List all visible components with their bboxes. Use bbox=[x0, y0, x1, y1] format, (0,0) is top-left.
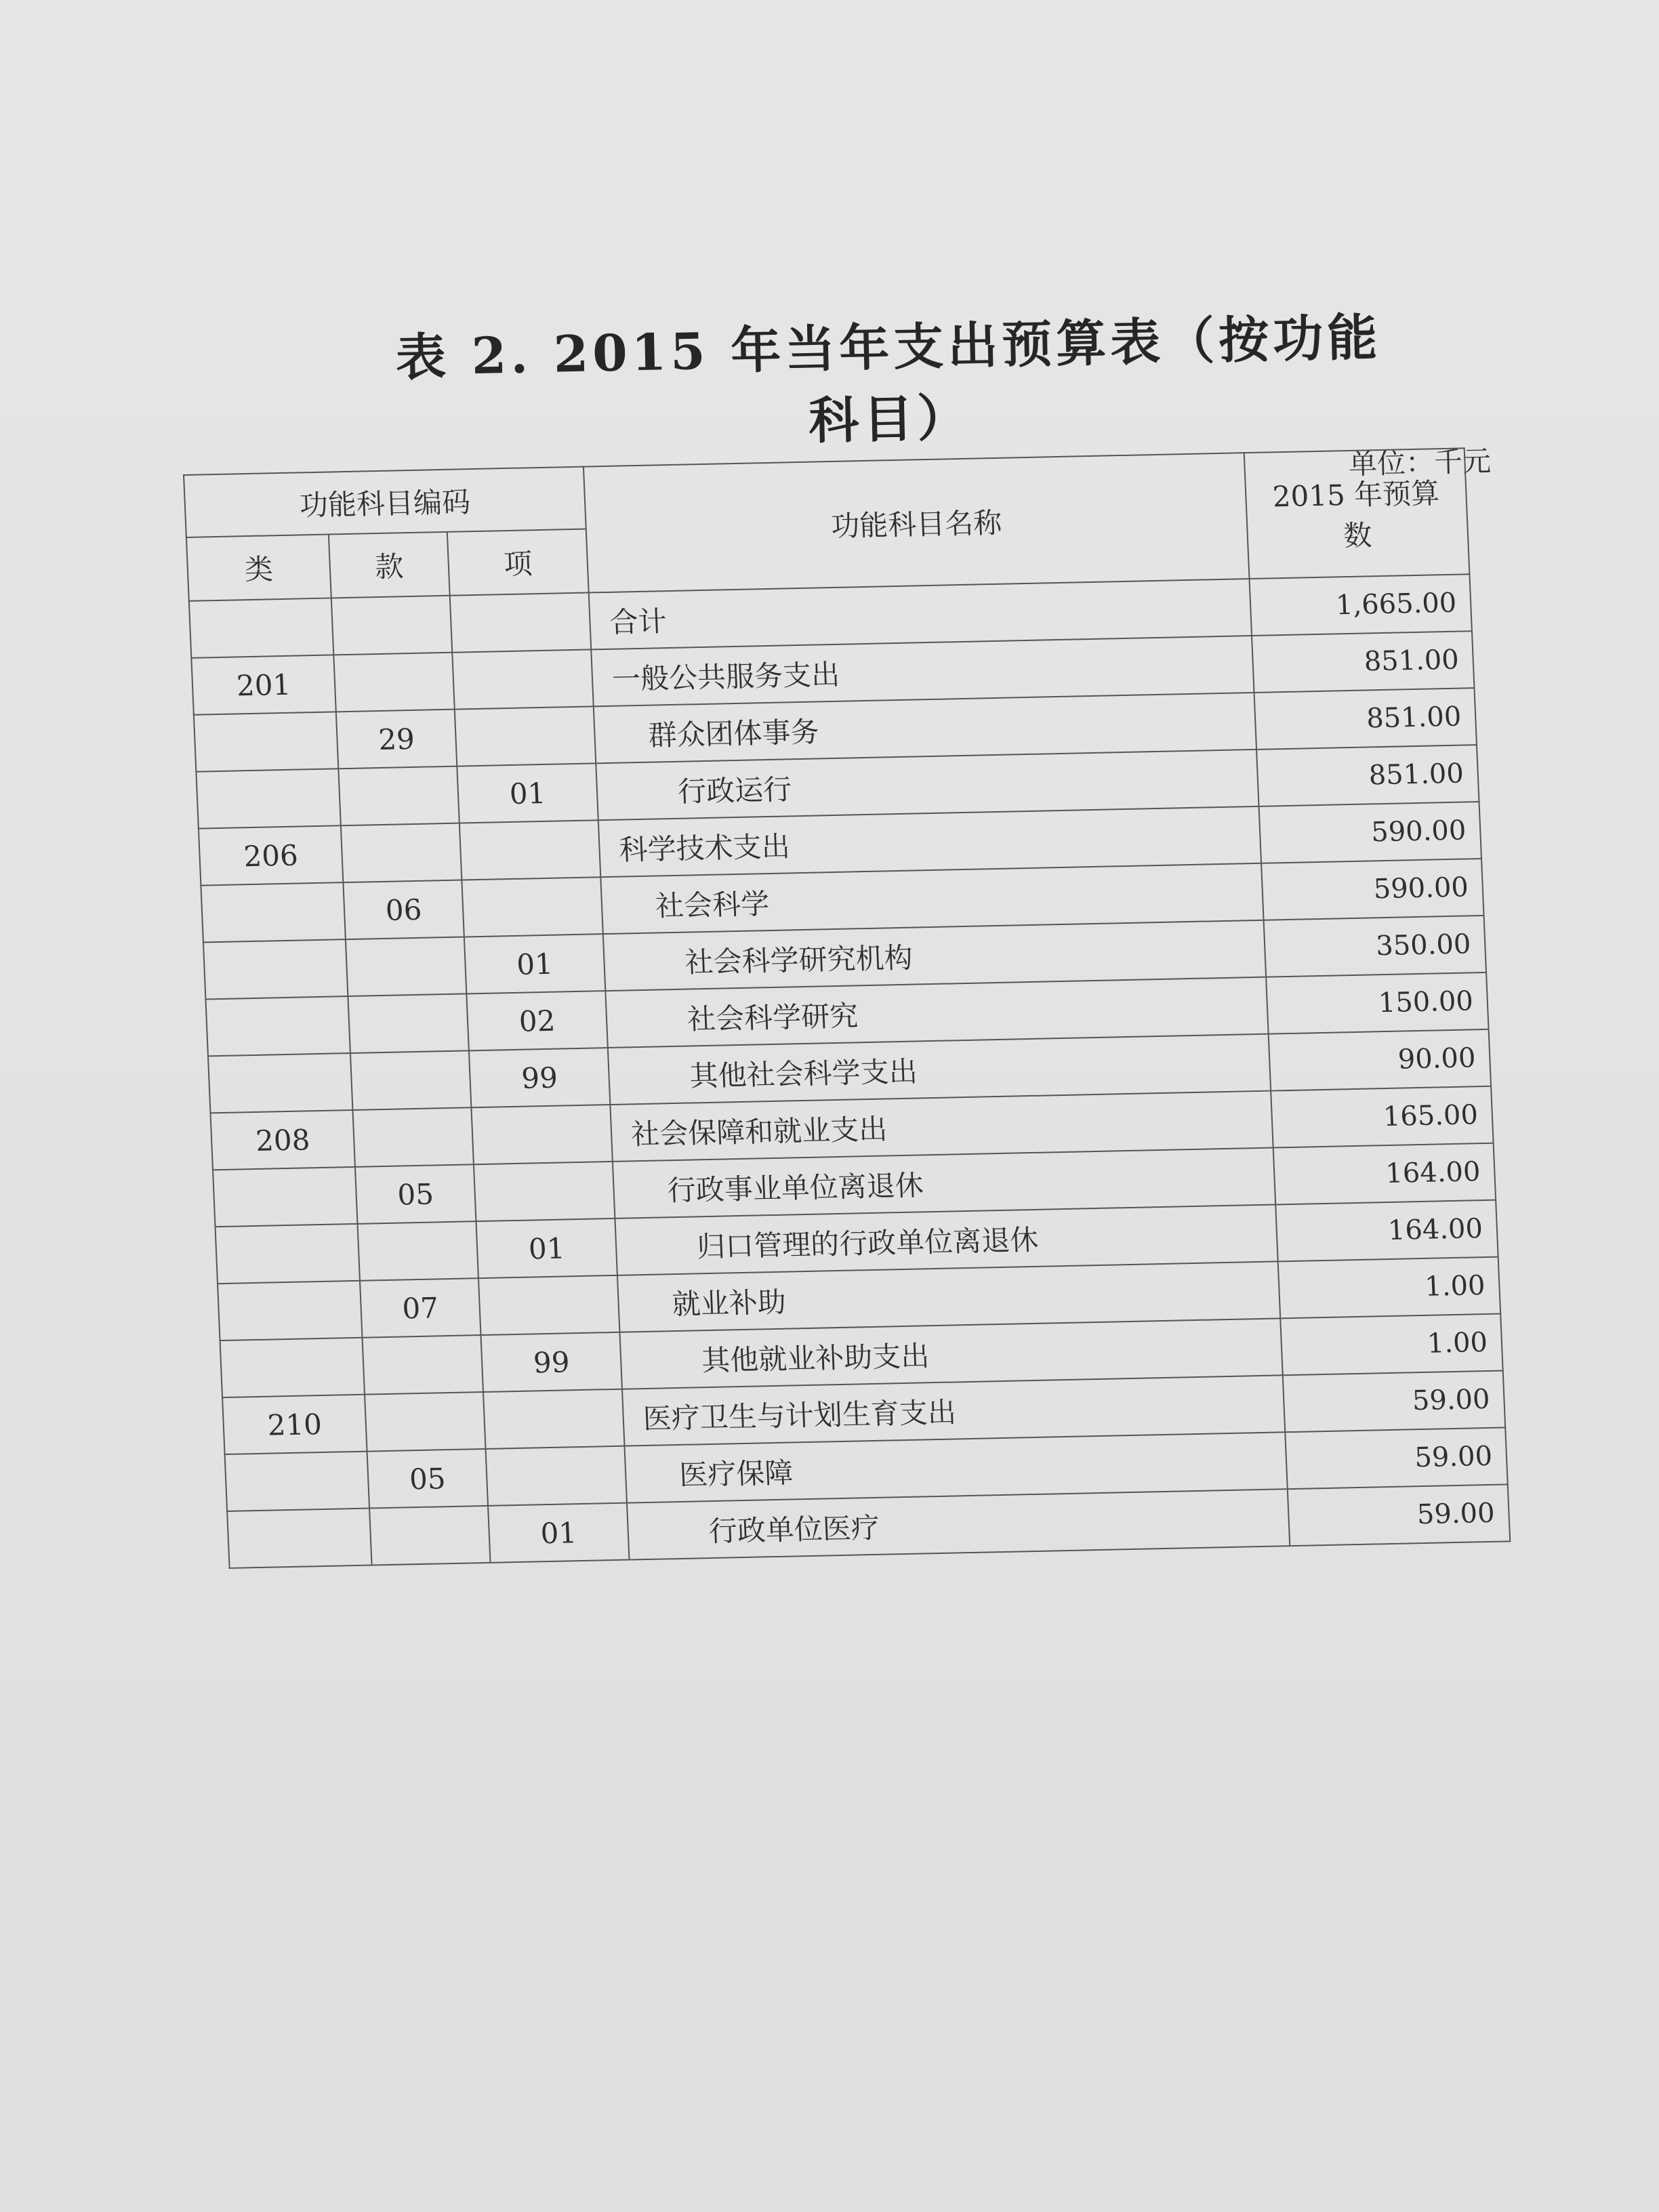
cell-kuan: 29 bbox=[336, 710, 457, 769]
cell-name: 医疗保障 bbox=[624, 1432, 1287, 1502]
cell-xiang: 01 bbox=[457, 763, 598, 823]
budget-table-wrapper bbox=[183, 447, 1509, 1569]
cell-kuan bbox=[363, 1335, 483, 1395]
cell-lei bbox=[208, 1053, 352, 1113]
cell-lei bbox=[196, 769, 340, 828]
cell-name: 医疗卫生与计划生育支出 bbox=[622, 1375, 1285, 1446]
cell-kuan bbox=[333, 653, 454, 712]
cell-xiang: 01 bbox=[488, 1503, 629, 1563]
cell-xiang: 02 bbox=[466, 991, 607, 1050]
cell-amount: 851.00 bbox=[1254, 688, 1477, 750]
cell-amount: 851.00 bbox=[1256, 745, 1479, 806]
cell-name: 社会科学研究机构 bbox=[603, 920, 1266, 991]
header-code-group: 功能科目编码 bbox=[184, 467, 586, 537]
cell-lei bbox=[225, 1452, 369, 1511]
cell-amount: 164.00 bbox=[1273, 1143, 1496, 1205]
cell-kuan bbox=[346, 937, 466, 996]
cell-amount: 851.00 bbox=[1252, 631, 1474, 693]
cell-name: 社会科学 bbox=[600, 863, 1263, 934]
cell-lei bbox=[203, 939, 348, 999]
cell-amount: 1.00 bbox=[1278, 1257, 1500, 1319]
cell-lei bbox=[201, 882, 345, 942]
cell-kuan bbox=[350, 1050, 471, 1110]
cell-lei: 210 bbox=[222, 1395, 367, 1454]
cell-xiang bbox=[452, 649, 593, 709]
cell-amount: 164.00 bbox=[1275, 1200, 1498, 1262]
cell-xiang bbox=[483, 1389, 624, 1449]
cell-kuan bbox=[331, 596, 452, 655]
cell-lei bbox=[220, 1338, 365, 1397]
cell-name: 科学技术支出 bbox=[598, 806, 1261, 877]
cell-amount: 1.00 bbox=[1280, 1314, 1502, 1376]
cell-amount: 590.00 bbox=[1259, 802, 1481, 863]
cell-kuan: 05 bbox=[367, 1449, 488, 1509]
cell-amount: 350.00 bbox=[1264, 916, 1486, 977]
cell-name: 一般公共服务支出 bbox=[591, 636, 1254, 706]
cell-lei: 206 bbox=[199, 825, 343, 885]
cell-lei bbox=[189, 598, 333, 657]
cell-kuan: 06 bbox=[343, 880, 464, 940]
unit-label: 单位：千元 bbox=[1348, 444, 1492, 481]
cell-xiang bbox=[486, 1446, 627, 1506]
cell-name: 社会科学研究 bbox=[605, 977, 1268, 1048]
header-amount: 2015 年预算数 bbox=[1244, 448, 1470, 579]
cell-name: 合计 bbox=[589, 579, 1252, 649]
cell-kuan bbox=[357, 1221, 478, 1281]
cell-name: 归口管理的行政单位离退休 bbox=[615, 1204, 1277, 1275]
cell-kuan: 05 bbox=[355, 1164, 476, 1224]
cell-xiang bbox=[459, 820, 600, 880]
cell-lei bbox=[227, 1509, 371, 1568]
cell-name: 社会保障和就业支出 bbox=[610, 1091, 1273, 1162]
header-name: 功能科目名称 bbox=[583, 453, 1250, 592]
cell-kuan bbox=[369, 1506, 490, 1565]
cell-xiang bbox=[474, 1162, 615, 1221]
cell-xiang: 99 bbox=[469, 1048, 610, 1107]
cell-xiang: 99 bbox=[480, 1332, 621, 1392]
cell-kuan bbox=[365, 1392, 485, 1452]
header-lei: 类 bbox=[186, 535, 331, 601]
header-xiang: 项 bbox=[447, 529, 589, 596]
cell-name: 行政单位医疗 bbox=[627, 1489, 1290, 1559]
cell-kuan bbox=[352, 1107, 473, 1167]
cell-lei: 208 bbox=[210, 1110, 354, 1170]
cell-amount: 90.00 bbox=[1269, 1029, 1491, 1091]
cell-amount: 59.00 bbox=[1288, 1484, 1510, 1546]
cell-name: 就业补助 bbox=[617, 1261, 1280, 1332]
cell-name: 其他社会科学支出 bbox=[608, 1034, 1271, 1105]
cell-xiang bbox=[471, 1105, 612, 1164]
cell-name: 行政事业单位离退休 bbox=[613, 1148, 1275, 1218]
cell-kuan bbox=[341, 823, 462, 883]
cell-kuan bbox=[338, 766, 459, 826]
cell-amount: 590.00 bbox=[1261, 859, 1483, 920]
cell-lei: 201 bbox=[191, 655, 335, 714]
cell-xiang bbox=[478, 1275, 619, 1335]
cell-amount: 59.00 bbox=[1283, 1371, 1505, 1433]
page-title: 表 2. 2015 年当年支出预算表（按功能科目） bbox=[395, 308, 1382, 451]
cell-xiang bbox=[455, 706, 596, 766]
cell-lei bbox=[216, 1224, 360, 1284]
cell-lei bbox=[194, 712, 338, 771]
cell-xiang bbox=[450, 592, 591, 652]
cell-amount: 1,665.00 bbox=[1250, 574, 1472, 636]
cell-name: 行政运行 bbox=[596, 750, 1258, 820]
cell-lei bbox=[213, 1167, 357, 1227]
cell-amount: 150.00 bbox=[1266, 972, 1488, 1034]
cell-kuan bbox=[348, 994, 468, 1053]
cell-name: 其他就业补助支出 bbox=[619, 1318, 1282, 1389]
cell-amount: 165.00 bbox=[1271, 1086, 1493, 1148]
header-kuan: 款 bbox=[329, 532, 450, 598]
cell-name: 群众团体事务 bbox=[594, 693, 1256, 763]
budget-table bbox=[183, 447, 1511, 1569]
cell-xiang bbox=[462, 877, 602, 937]
cell-amount: 59.00 bbox=[1285, 1427, 1507, 1489]
table-body bbox=[189, 574, 1510, 1568]
cell-xiang: 01 bbox=[464, 934, 605, 994]
cell-lei bbox=[205, 996, 350, 1056]
cell-lei bbox=[218, 1281, 362, 1340]
cell-xiang: 01 bbox=[476, 1218, 617, 1278]
cell-kuan: 07 bbox=[360, 1278, 480, 1338]
